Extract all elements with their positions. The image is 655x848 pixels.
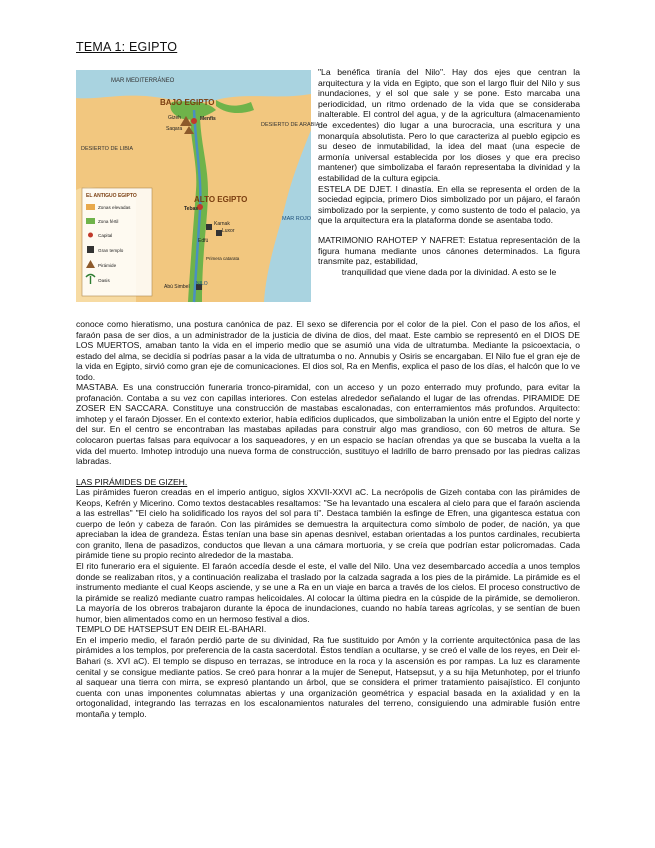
- map-legend: [82, 188, 152, 296]
- templo-paragraph: En el imperio medio, el faraón perdió parte de su divinidad, Ra fue sustituido por Amón y la corriente arquitectónica pasa de las pirámides a los templos, por preferencia de la casta sacerdotal. Éstos tendían a ocultarse, y se creó el valle de los reyes, en Deir el-Bahari (s. XVI aC). El templo se dispuso en terrazas, se introduce en la roca y la ascensión es por rampas. La luz es claramente cenital y se consigue mediante patios. Se creó para honrar a la mujer de Seneput, Hatsepsut, y a su hija Metunhotep, por el triunfo al saquear una tierra con mirra, se expresó plantando un árbol, que se considera el primer tratamiento paisajístico. El conjunto cuenta con unas imponentes columnatas abiertas y una organización geométrica y espacial basada en la axialidad y en la ortogonalidad, integrando las terrazas en los escalonamientos naturales del terreno, consiguiendo una admirable fusión entre montaña y templo.: [76, 634, 580, 719]
- egypt-map: [76, 70, 320, 302]
- place-tebas: Tebas: [184, 206, 199, 212]
- legend-item: Zona fértil: [98, 219, 119, 224]
- legend-temple-icon: [87, 246, 94, 253]
- rito-funerario-paragraph: El rito funerario era el siguiente. El faraón accedía desde el este, el valle del Nilo. Una vez desembarcado accedía a unos templos donde se realizaban ritos, y a continuación realizaba el traslado por la calzada sagrada a los pies de la pirámide. La pirámide es el instrumento mediante el cual Keops asciende, y se une a Ra en un viaje en barca a través de los cielos. El proceso constructivo de la pirámide se realizó mediante cuatro rampas helicoidales. Al colocar la última piedra en la cúspide de la pirámide, se demolieron. La mayoría de los obreros trabajaron durante la época de inundaciones, cuando no había tareas agrícolas, y se sentían de buen humor, bien alimentados como en un hermoso festival a dios.: [76, 561, 580, 624]
- place-first-cataract: Primera catarata: [206, 256, 240, 261]
- legend-capital-icon: [88, 233, 93, 238]
- estela-paragraph: ESTELA DE DJET. I dinastía. En ella se representa el orden de la sociedad egipcia, primero Dios simbolizado por un pájaro, el faraón simbolizado por la serpiente, y como sustento de todo el palacio, ya que la arquitectura era la plataforma donde se asentaba todo.: [318, 183, 580, 226]
- legend-item: Capital: [98, 233, 113, 238]
- legend-item: Oasis: [98, 278, 110, 283]
- arabian-desert-label: DESIERTO DE ARABIA: [261, 122, 320, 128]
- mastaba-paragraph: MASTABA. Es una construcción funeraria tronco-piramidal, con un acceso y un pozo enterrado muy profundo, para evitar la profanación. Contaba a su vez con capillas interiores. Con estelas alrededor señalando el lugar de las ofrendas. PIRAMIDE DE ZOSER EN SACCARA. Constituye una construcción de mastabas escalonadas, con enterramientos más profundos. Arquitecto: imhotep y el faraón Djosser. En el contexto exterior, había edificios duplicados, que simbolizaban la unión entre el Egipto del norte y del sur. En el centro se encontraban las mastabas apiladas para construir algo mas grandioso, con 60 metros de altura. Se colocaron puertas falsas para equivocar a los saqueadores, y en un espacio se hacían ofrendas ya que se buscaba la vuelta a la vida del muerto. Imhotep introdujo una nueva forma de construcción, sustituyo el ladrillo de barro prensado por las piedras calizas labradas.: [76, 382, 580, 467]
- lower-egypt-label: BAJO EGIPTO: [160, 98, 215, 107]
- upper-egypt-label: ALTO EGIPTO: [194, 195, 248, 204]
- hieratismo-paragraph: conoce como hieratismo, una postura canónica de paz. El sexo se diferencia por el color de la piel. Con el paso de los años, el faraón pasa de ser dios, a un administrador de la justicia de divina de dios, del maat. Este cambio se representó en el DIOS DE LOS MUERTOS, amaban tanto la vida en el imperio medio que se asumió una vida de ultratumba. Mediante la psicoextacia, o estado del alma, se decidía si podrías pasar a la vida de ultratumba o no. Annubis y Osiris se encargaban. El Nilo fue el gran eje de la vida en Egipto, sirvió como gran eje de comunicaciones. El dios sol, Ra en Menfis, explica el paso de los días, el halcón que lo ve todo.: [76, 319, 580, 382]
- libyan-desert-label: DESIERTO DE LIBIA: [81, 146, 134, 152]
- intro-paragraph: "La benéfica tiranía del Nilo". Hay dos ejes que centran la arquitectura y la vida en Egipto, que son el largo fluir del Nilo y sus inundaciones, y el sol que sale y se pone. Esto marcaba una periodicidad, un ritmo ordenado de la vida que se consideraba inalterable. El control del agua, y de la agricultura (almacenamiento de excedentes) dio lugar a una burocracia, una escritura y una monarquía absolutista. Pero lo que caracteriza al pueblo egipcio es su deseo de inmutabilidad, la idea del maat (una especie de armonía universal establecida por los dioses y que era preciso mantener) que simbolizaba el faraón representaba la divinidad y la estabilidad de la cultura egipcia.: [318, 67, 580, 183]
- matrimonio-paragraph: MATRIMONIO RAHOTEP Y NAFRET: Estatua representación de la figura humana mediante unos cánones determinados. La figura transmite paz, estabilidad,: [318, 234, 580, 267]
- legend-swatch-elevated: [86, 204, 95, 210]
- matrimonio-continuation: tranquilidad que viene dada por la divinidad. A esto se le: [341, 266, 557, 277]
- legend-item: Zonas elevadas: [98, 205, 131, 210]
- piramides-heading: LAS PIRÁMIDES DE GIZEH.: [76, 476, 188, 487]
- capital-memphis-marker: [191, 118, 197, 124]
- place-menfis: Menfis: [200, 116, 216, 122]
- place-edfu: Edfú: [198, 238, 209, 244]
- nile-label: NILO: [196, 281, 208, 287]
- legend-item: Gran templo: [98, 248, 124, 253]
- sea-label: MAR MEDITERRÁNEO: [111, 78, 175, 84]
- place-saqara: Saqara: [166, 126, 183, 132]
- red-sea-label: MAR ROJO: [282, 216, 312, 222]
- legend-swatch-fertile: [86, 218, 95, 224]
- place-karnak: Karnak: [214, 221, 230, 227]
- main-text: [76, 319, 580, 719]
- place-abu-simbel: Abú Simbel: [164, 284, 190, 290]
- place-luxor: Luxor: [222, 228, 235, 234]
- legend-item: Pirámide: [98, 263, 117, 268]
- right-column: [318, 67, 580, 277]
- place-gizeh: Gizeh: [168, 115, 182, 121]
- piramides-paragraph: Las pirámides fueron creadas en el imperio antiguo, siglos XXVII-XXVI aC. La necrópolis de Gizeh contaba con las pirámides de Keops, Kefrén y Micerino. Como textos destacables resaltamos: "Se ha levantado una escalera al cielo para que el faraón ascienda a las estrellas" "El cielo ha solidificado los rayos del sol para ti". Destaca también la esfinge de Efren, una gigantesca estatua con cuerpo de león y cabeza de faraón. Con las pirámides se demuestra la arquitectura como símbolo de poder, de nación, ya que apreciaban la idea de grandeza. Éstas tenían una base sin apenas desnivel, estaban orientadas a los puntos cardinales, recubierta con granito, llena de pasadizos, conductos que llevan a una cámara mortuoria, y se creía que podrían estar policromadas. Cada pirámide tiene su propio recinto alrededor de la mastaba.: [76, 487, 580, 561]
- legend-title: EL ANTIGUO EGIPTO: [86, 193, 137, 199]
- page-title: TEMA 1: EGIPTO: [76, 40, 178, 54]
- temple-icon: [206, 224, 212, 230]
- templo-heading: TEMPLO DE HATSEPSUT EN DEIR EL-BAHARI.: [76, 624, 267, 635]
